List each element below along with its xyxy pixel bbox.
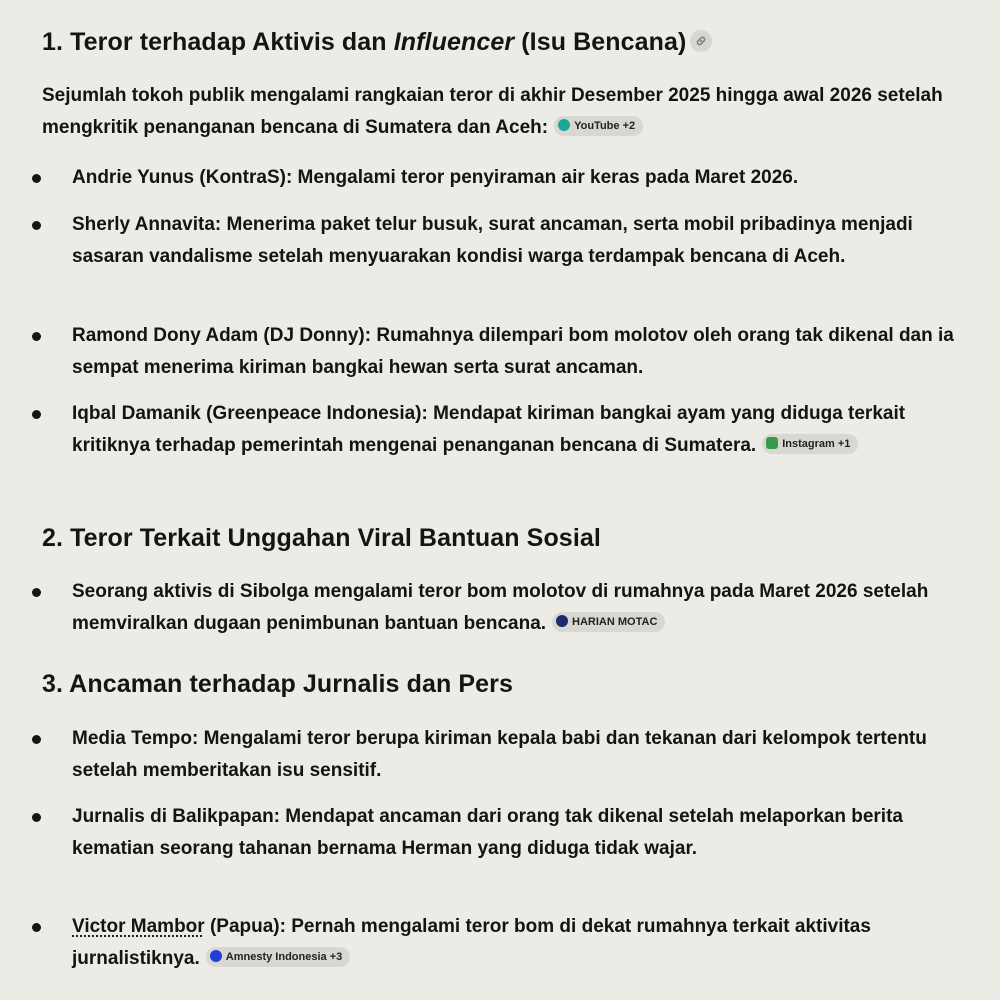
source-chip-amnesty[interactable] bbox=[206, 947, 350, 967]
list-item-text: Ramond Dony Adam (DJ Donny): Rumahnya dilempari bom molotov oleh orang tak dikenal dan ia sempat menerima kiriman bangkai hewan serta surat ancaman. bbox=[72, 325, 954, 378]
bullet-icon bbox=[32, 813, 41, 822]
instagram-icon bbox=[766, 437, 778, 449]
list-item bbox=[72, 911, 972, 975]
youtube-icon bbox=[558, 119, 570, 131]
intro-text: Sejumlah tokoh publik mengalami rangkaian teror di akhir Desember 2025 hingga awal 2026 setelah mengkritik penanganan bencana di Sumatera dan Aceh: bbox=[42, 85, 943, 138]
source-chip-instagram[interactable] bbox=[762, 434, 858, 454]
section-1-heading bbox=[42, 28, 712, 57]
list-item-text: Iqbal Damanik (Greenpeace Indonesia): Mendapat kiriman bangkai ayam yang diduga terkait kritiknya terhadap pemerintah mengenai penanganan bencana di Sumatera. bbox=[72, 403, 906, 456]
section-3-heading bbox=[42, 670, 513, 699]
chip-label: HARIAN MOTAC bbox=[572, 615, 658, 628]
heading-text: 3. Ancaman terhadap Jurnalis dan Pers bbox=[42, 670, 513, 698]
bullet-icon bbox=[32, 174, 41, 183]
bullet-icon bbox=[32, 735, 41, 744]
source-chip-youtube[interactable] bbox=[554, 116, 643, 136]
section-1-intro bbox=[42, 80, 972, 144]
amnesty-icon bbox=[210, 950, 222, 962]
list-item bbox=[72, 398, 972, 462]
bullet-icon bbox=[32, 221, 41, 230]
list-item bbox=[72, 320, 972, 384]
list-item bbox=[72, 576, 972, 640]
source-chip-news[interactable] bbox=[552, 612, 665, 632]
list-item-text: Jurnalis di Balikpapan: Mendapat ancaman dari orang tak dikenal setelah melaporkan berita kematian seorang tahanan bernama Herman yang diduga tidak wajar. bbox=[72, 806, 903, 859]
list-item bbox=[72, 209, 972, 273]
list-item bbox=[72, 162, 972, 194]
heading-text: 2. Teror Terkait Unggahan Viral Bantuan Sosial bbox=[42, 524, 601, 552]
chip-label: YouTube +2 bbox=[574, 119, 636, 132]
list-item bbox=[72, 801, 972, 865]
chip-label: Amnesty Indonesia +3 bbox=[225, 950, 343, 963]
heading-text: (Isu Bencana) bbox=[514, 28, 687, 56]
list-item-text: Sherly Annavita: Menerima paket telur busuk, surat ancaman, serta mobil pribadinya menjadi sasaran vandalisme setelah menyuarakan kondisi warga terdampak bencana di Aceh. bbox=[72, 214, 913, 267]
list-item-text: Andrie Yunus (KontraS): Mengalami teror penyiraman air keras pada Maret 2026. bbox=[72, 167, 799, 188]
victor-mambor-link[interactable]: Victor Mambor bbox=[72, 916, 205, 937]
news-icon bbox=[556, 615, 568, 627]
heading-italic: Influencer bbox=[393, 28, 515, 56]
list-item-text: Media Tempo: Mengalami teror berupa kiriman kepala babi dan tekanan dari kelompok tertentu setelah memberitakan isu sensitif. bbox=[72, 728, 927, 781]
list-item-text: Seorang aktivis di Sibolga mengalami teror bom molotov di rumahnya pada Maret 2026 setelah memviralkan dugaan penimbunan bantuan bencana. bbox=[72, 581, 929, 634]
heading-text: 1. Teror terhadap Aktivis dan bbox=[42, 28, 394, 56]
chip-label: Instagram +1 bbox=[782, 437, 851, 450]
link-icon[interactable] bbox=[690, 30, 712, 52]
bullet-icon bbox=[32, 588, 41, 597]
bullet-icon bbox=[32, 410, 41, 419]
bullet-icon bbox=[32, 923, 41, 932]
section-2-heading bbox=[42, 524, 601, 553]
list-item-text: (Papua): Pernah mengalami teror bom di dekat rumahnya terkait aktivitas jurnalistiknya. bbox=[72, 916, 871, 969]
bullet-icon bbox=[32, 332, 41, 341]
list-item bbox=[72, 723, 972, 787]
